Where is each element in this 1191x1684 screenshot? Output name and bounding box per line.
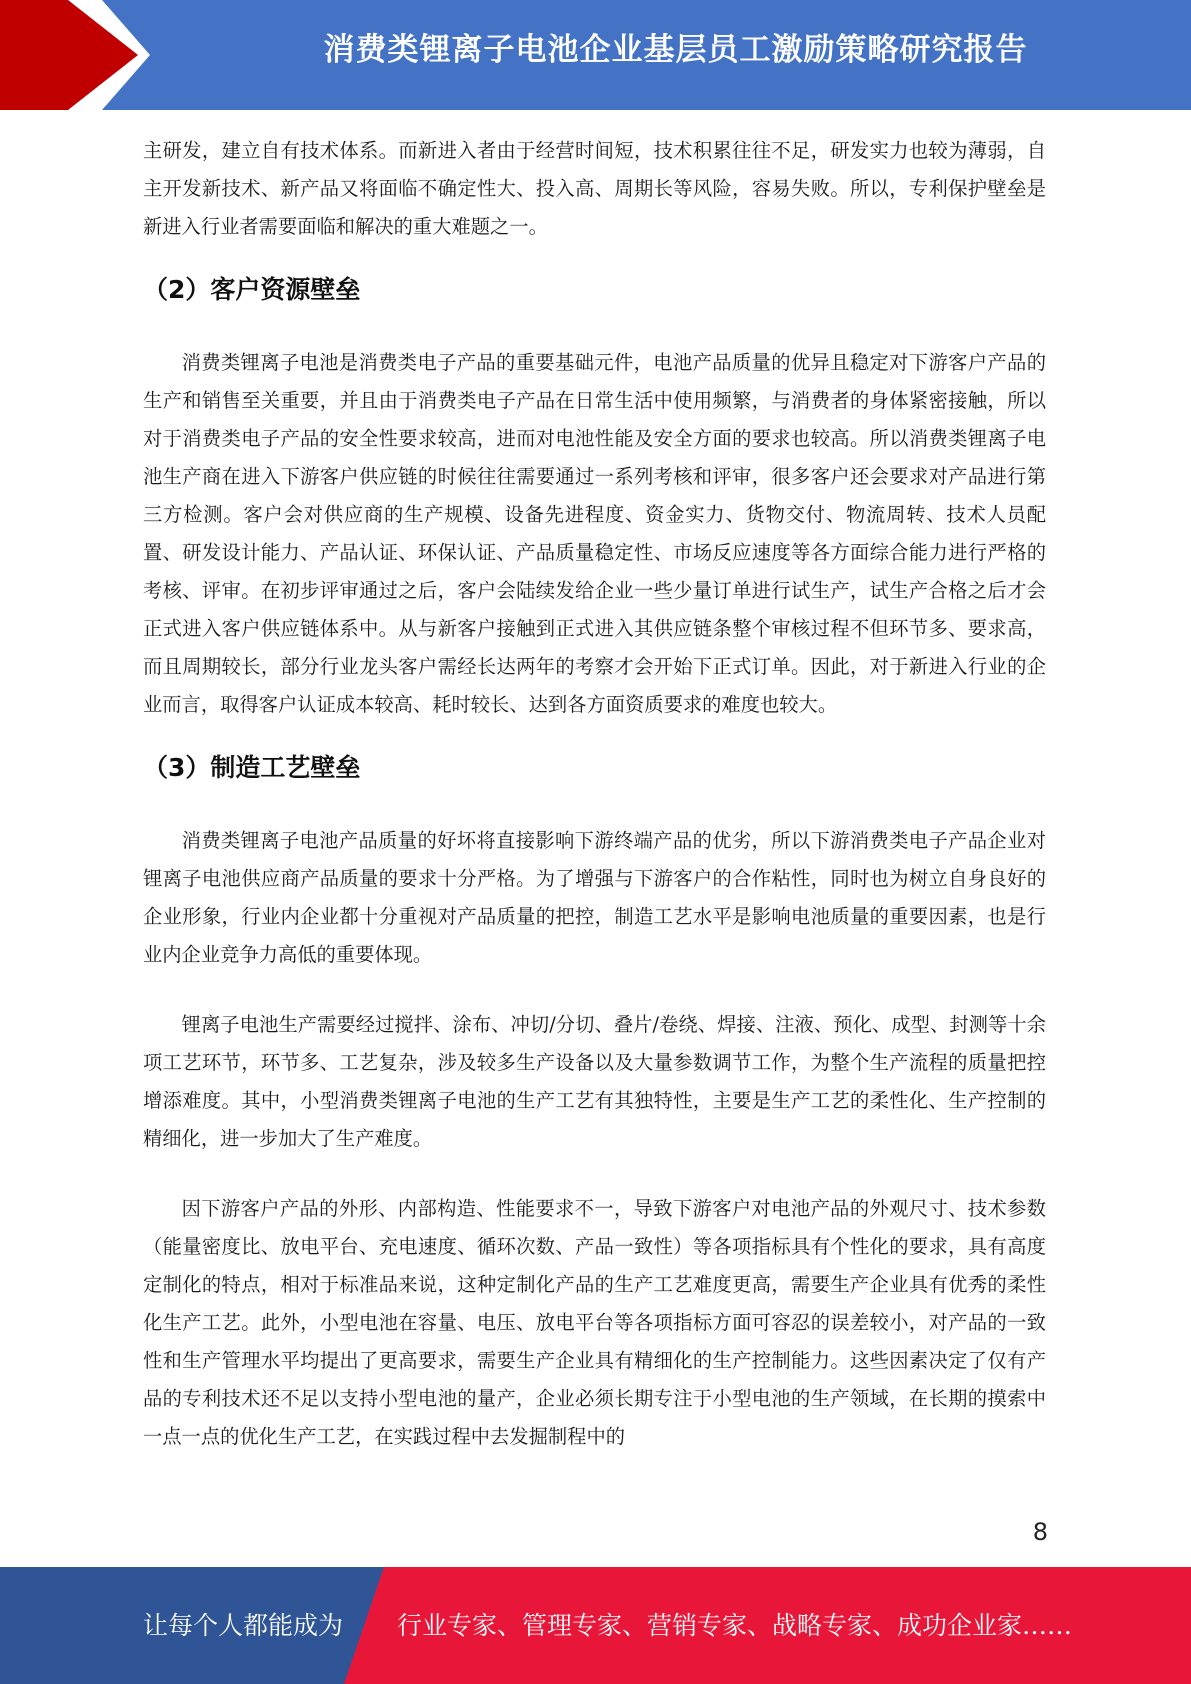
header-title: 消费类锂离子电池企业基层员工激励策略研究报告	[323, 32, 1028, 68]
page-number: 8	[1032, 1518, 1048, 1546]
footer-slogan-right: 行业专家、管理专家、营销专家、战略专家、成功企业家……	[397, 1611, 1073, 1640]
paragraph-1: 主研发，建立自有技术体系。而新进入者由于经营时间短，技术积累往往不足，研发实力也较为薄弱，自主开发新技术、新产品又将面临不确定性大、投入高、周期长等风险，容易失败。所以，专利保护壁垒是新进入行业者需要面临和解决的重大难题之一。	[143, 139, 1046, 238]
paragraph-2: 消费类锂离子电池是消费类电子产品的重要基础元件，电池产品质量的优异且稳定对下游客户产品的生产和销售至关重要，并且由于消费类电子产品在日常生活中使用频繁，与消费者的身体紧密接触，所以对于消费类电子产品的安全性要求较高，进而对电池性能及安全方面的要求也较高。所以消费类锂离子电池生产商在进入下游客户供应链的时候往往需要通过一系列考核和评审，很多客户还会要求对产品进行第三方检测。客户会对供应商的生产规模、设备先进程度、资金实力、货物交付、物流周转、技术人员配置、研发设计能力、产品认证、环保认证、产品质量稳定性、市场反应速度等各方面综合能力进行严格的考核、评审。在初步评审通过之后，客户会陆续发给企业一些少量订单进行试生产，试生产合格之后才会正式进入客户供应链体系中。从与新客户接触到正式进入其供应链条整个审核过程不但环节多、要求高，而且周期较长，部分行业龙头客户需经长达两年的考察才会开始下正式订单。因此，对于新进入行业的企业而言，取得客户认证成本较高、耗时较长、达到各方面资质要求的难度也较大。	[143, 351, 1046, 716]
paragraph-4: 锂离子电池生产需要经过搅拌、涂布、冲切/分切、叠片/卷绕、焊接、注液、预化、成型、封测等十余项工艺环节，环节多、工艺复杂，涉及较多生产设备以及大量参数调节工作，为整个生产流程的质量把控增添难度。其中，小型消费类锂离子电池的生产工艺有其独特性，主要是生产工艺的柔性化、生产控制的精细化，进一步加大了生产难度。	[143, 1013, 1046, 1150]
paragraph-5: 因下游客户产品的外形、内部构造、性能要求不一，导致下游客户对电池产品的外观尺寸、技术参数（能量密度比、放电平台、充电速度、循环次数、产品一致性）等各项指标具有个性化的要求，具有高度定制化的特点，相对于标准品来说，这种定制化产品的生产工艺难度更高，需要生产企业具有优秀的柔性化生产工艺。此外，小型电池在容量、电压、放电平台等各项指标方面可容忍的误差较小，对产品的一致性和生产管理水平均提出了更高要求，需要生产企业具有精细化的生产控制能力。这些因素决定了仅有产品的专利技术还不足以支持小型电池的量产，企业必须长期专注于小型电池的生产领域，在长期的摸索中一点一点的优化生产工艺，在实践过程中去发掘制程中的	[143, 1197, 1046, 1448]
document-body	[143, 132, 1046, 1456]
footer-slogan-left: 让每个人都能成为	[143, 1611, 344, 1640]
paragraph-3: 消费类锂离子电池产品质量的好坏将直接影响下游终端产品的优劣，所以下游消费类电子产品企业对锂离子电池供应商产品质量的要求十分严格。为了增强与下游客户的合作粘性，同时也为树立自身良好的企业形象，行业内企业都十分重视对产品质量的把控，制造工艺水平是影响电池质量的重要因素，也是行业内企业竞争力高低的重要体现。	[143, 829, 1046, 966]
page-footer	[0, 1567, 1191, 1684]
section-heading-manufacturing-barrier: （3）制造工艺壁垒	[143, 753, 361, 782]
page-header	[0, 0, 1191, 110]
section-heading-customer-barrier: （2）客户资源壁垒	[143, 275, 361, 304]
